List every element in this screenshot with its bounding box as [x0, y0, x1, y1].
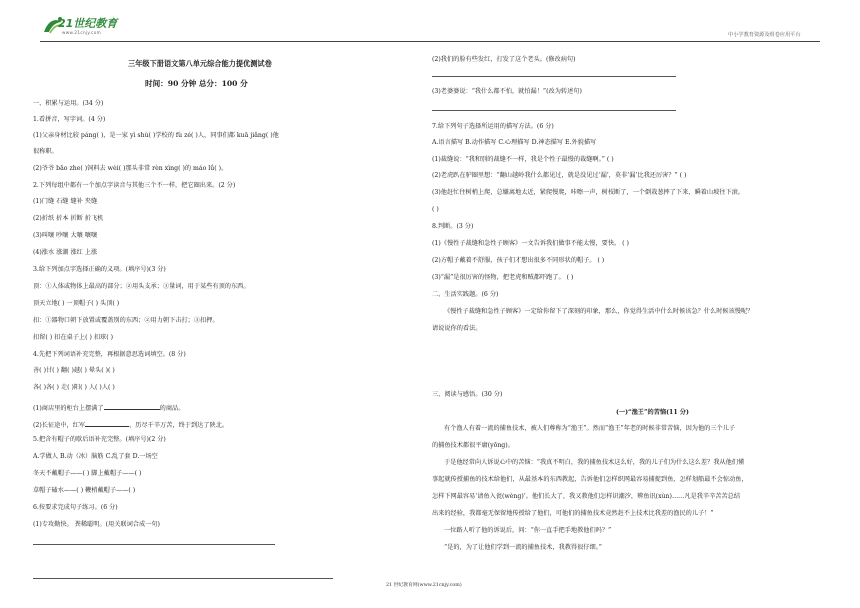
q3-definition-1: 顶：①人体或物体上最高的部分；②用头支承；③量词，用于某些有顶的东西。 [33, 283, 250, 290]
q4-sentence-2 [33, 420, 228, 429]
section-2-prompt-2: 请说说你的看法。 [432, 325, 482, 332]
q2-row-2: (2)折纸 折本 折断 折飞机 [33, 215, 104, 222]
header-divider [40, 41, 820, 42]
q6-item-1: (1)专攻勤快。 粪稀聪明。(用关联词合成一句) [33, 521, 160, 528]
q2-heading: 2.下列每组中都有一个加点字读音与其他三个不一样，把它圈出来。(2 分) [33, 182, 236, 189]
q1-line-3: (2)爷爷 bāo zhe( )饲料去 wèi( )那头非常 rèn xìng( )的 máo lǘ( )。 [33, 165, 228, 172]
q3-row-2: 扣留( ) 扣在桌子上( ) 扣球( ) [33, 334, 114, 341]
q5-row-1: 冬天不戴帽子——( ) 脚上戴帽子——( ) [33, 470, 142, 477]
reading-1-p1-line-2: 的捕鱼技术都很平庸(yōng)。 [432, 442, 514, 449]
q4-row-2: 各( )各( ) 走( )阳( ) 人( )人( ) [33, 384, 115, 391]
q4-blank-1[interactable] [104, 403, 160, 410]
reading-1-p2-line-2: 事起就传授捕鱼的技术给他们，从最基本的东西教起，告诉他们怎样织网最容易捕捉到鱼，怎样划船最不会惊动鱼， [432, 476, 748, 483]
q4-row-1: 善( )甘( ) 翻( )越( ) 晕头( )( ) [33, 367, 115, 374]
q7-item-3: (3)他赶忙往树梢上爬，总嫌离地太近，紧爬慢爬，咔嚓一声，树枝断了，一个倒栽葱摔了下来，瞬着山坡往下滚。 [432, 189, 744, 196]
q4-sentence-1-start: (1)商店里的柜台上摆满了 [33, 405, 104, 412]
q7-options: A.语言描写 B.动作描写 C.心理描写 D.神态描写 E.外貌描写 [432, 139, 597, 146]
q5-row-2: 草帽子磕水——( ) 鞭梢戴帽子——( ) [33, 487, 136, 494]
reading-1-p2-line-4: 出来的经验，我都毫无保留地传授给了他们，可他们的捕鱼技术竟然赶不上技术比我差的渔民的儿子！” [432, 510, 714, 517]
q4-sentence-1 [33, 403, 184, 412]
q8-item-2: (2)方帽子戴着不舒服，孩子们才想出很多不同形状的帽子。 ( ) [432, 257, 605, 264]
reading-1-p1-line-1: 有个渔人有着一流的捕鱼技术，被人们尊称为“渔王”。然而“渔王”年老的时候非常苦恼，因为他的三个儿子 [444, 425, 736, 432]
q6-answer-line-4[interactable] [432, 110, 676, 111]
q2-row-1: (1)门缝 石缝 缝补 夹缝 [33, 198, 98, 205]
q8-heading: 8.判断。(3 分) [432, 223, 474, 230]
q1-line-2: 很称职。 [33, 148, 58, 155]
q3-definition-2: 扣：①器物口朝下放置或覆盖别的东西；②用力朝下击打；③扣押。 [33, 317, 219, 324]
reading-1-p2-line-3: 怎样下网最容易‘请鱼入瓮(wèng)’。他们长大了，我又教他们怎样识潮汐，辨鱼讯(xùn)……凡是我辛辛苦苦总结 [432, 493, 741, 500]
reading-1-p2-line-1: 于是他经常向人诉说心中的苦恼：“我真不明白，我的捕鱼技术这么好，我的儿子们为什么这么差？我从他们懂 [444, 459, 745, 466]
q3-row-1: 顶天立地( ) 一顶帽子( ) 头顶( ) [33, 300, 120, 307]
q8-item-1: (1)《慢性子裁缝和急性子顾客》一文告诉我们做事不能太慢，要快。 ( ) [432, 240, 629, 247]
section-2-prompt-1: 《慢性子裁缝和急性子顾客》一定给你留下了深刻的印象，那么，你觉得生活中什么时候该急？什么时候该慢呢？ [444, 308, 754, 315]
page-title: 三年级下册语文第八单元综合能力提优测试卷 [128, 59, 272, 68]
reading-1-p3: 一位路人听了他的诉说后，问：“你一直手把手地教他们吗？” [444, 527, 612, 534]
q6-item-2: (2)我们的脸有些发红，打发了这个老头。(修改病句) [432, 56, 576, 63]
q7-item-3-answer: ( ) [432, 206, 439, 213]
q2-row-4: (4)涨水 涨潮 涨红 上涨 [33, 249, 98, 256]
page-subtitle: 时间：90 分钟 总分：100 分 [145, 79, 248, 88]
q7-item-1: (1)裁缝说：“我和别的裁缝不一样，我是个性子最慢的裁缝啊。” ( ) [432, 156, 614, 163]
header-platform-text: 中小学教育资源及组卷应用平台 [728, 32, 801, 38]
section-1-heading: 一、积累与运用。(34 分) [33, 100, 104, 107]
q6-answer-line-1[interactable] [33, 544, 275, 545]
q8-item-3: (3)“漏”是很厉害的怪物，把老虎和贼都吓跑了。 ( ) [432, 274, 574, 281]
q3-heading: 3.给下列加点字选择正确的义项。(填序号)(3 分) [33, 266, 166, 273]
q7-item-2: (2)老虎趴在驴圈里想：“翻山越岭我什么都见过，就是没见过‘漏’，莫非‘漏’比我还厉害？” ( ) [432, 172, 687, 179]
q6-item-3: (3)老婆婆说：“我什么都不怕，就怕漏！”(改为转述句) [432, 88, 582, 95]
brand-name: 21世纪教育 [58, 17, 118, 30]
q6-answer-line-3[interactable] [432, 76, 676, 77]
q6-answer-line-2[interactable] [33, 578, 333, 579]
q5-options: A.学做人 B.动（冰）脑筋 C.乱了套 D.一场空 [33, 453, 158, 460]
q4-sentence-1-end: 的商品。 [159, 405, 185, 412]
q4-blank-2[interactable] [85, 420, 129, 427]
reading-1-p4: “是的，为了让他们学到一流的捕鱼技术，我教得很仔细。” [444, 544, 602, 551]
q4-heading: 4.先把下列词语补充完整，再根据意思选词填空。(8 分) [33, 351, 186, 358]
q5-heading: 5.把含有帽子的歇后语补充完整。(填序号)(2 分) [33, 436, 166, 443]
q1-heading: 1.看拼音，写字词。(4 分) [33, 116, 106, 123]
q7-heading: 7.给下列句子选择所运用的描写方法。(6 分) [432, 123, 554, 130]
page-footer: 21 世纪教育网(www.21cnjy.com) [386, 583, 462, 588]
q6-heading: 6.按要求完成句子练习。(6 分) [33, 504, 118, 511]
q4-sentence-2-start: (2)长征途中，红军 [33, 422, 86, 429]
q4-sentence-2-end: ，历尽千辛万苦，终于到达了陕北。 [129, 422, 229, 429]
q2-row-3: (3)叫嚷 吵嚷 大嚷 嚷嚷 [33, 232, 98, 239]
section-3-heading: 三、阅读与感悟。(30 分) [432, 391, 503, 398]
section-2-heading: 二、生活实践题。(6 分) [432, 291, 499, 298]
q1-line-1: (1)父亲身材比较 páng( )，是一家 yì shù( )学校的 fù zé( )人，同事们都 kuā jiǎng( )他 [33, 132, 279, 139]
brand-url: www.21cnjy.com [62, 30, 102, 35]
reading-1-title: (一)“渔王”的苦恼(11 分) [616, 409, 689, 416]
